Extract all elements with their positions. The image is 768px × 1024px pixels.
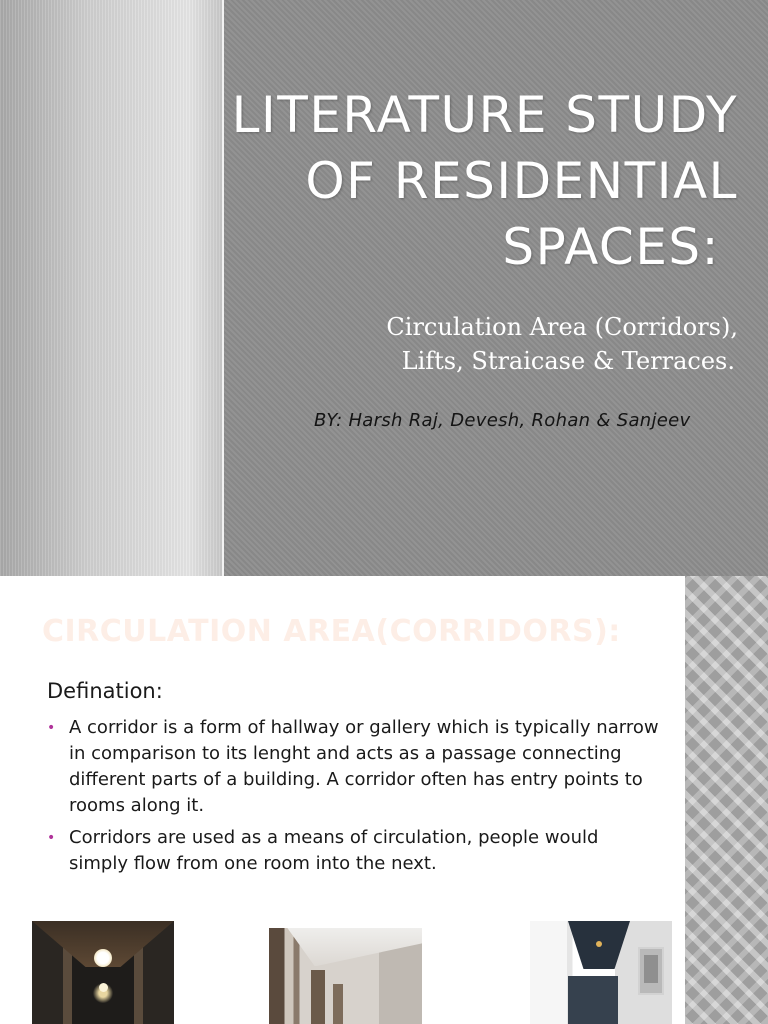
slide-title-line: LITERATURE STUDY — [231, 86, 738, 144]
slide-title-line: OF RESIDENTIAL — [305, 152, 738, 210]
corridor-photo-neutral — [269, 928, 422, 1024]
bullet-list — [42, 715, 662, 883]
bullet-icon: • — [47, 830, 56, 846]
bullet-icon: • — [47, 720, 56, 736]
slide-subtitle-line: Circulation Area (Corridors), — [386, 313, 738, 341]
bullet-item — [42, 715, 662, 819]
corridor-photo-white — [530, 921, 672, 1024]
slide-subtitle — [278, 310, 738, 378]
definition-label: Defination: — [47, 679, 163, 703]
decorative-pattern-strip — [685, 576, 768, 1024]
bullet-text: Corridors are used as a means of circulation, people would simply flow from one room into the next. — [69, 827, 599, 874]
slide-title — [198, 82, 738, 280]
bullet-text: A corridor is a form of hallway or gallery which is typically narrow in comparison to its lenght and acts as a passage connecting different parts of a building. A corridor often has entry points to rooms along it. — [69, 717, 659, 816]
slide-title-line: SPACES: — [502, 218, 720, 276]
bullet-item — [42, 825, 662, 877]
slide-subtitle-line: Lifts, Straicase & Terraces. — [401, 347, 735, 375]
authors-byline: BY: Harsh Raj, Devesh, Rohan & Sanjeev — [314, 410, 691, 431]
section-heading: CIRCULATION AREA(CORRIDORS): — [42, 614, 621, 649]
corridor-photo-warm — [32, 921, 174, 1024]
slide-side-panel — [0, 0, 222, 576]
content-slide — [0, 576, 768, 1024]
